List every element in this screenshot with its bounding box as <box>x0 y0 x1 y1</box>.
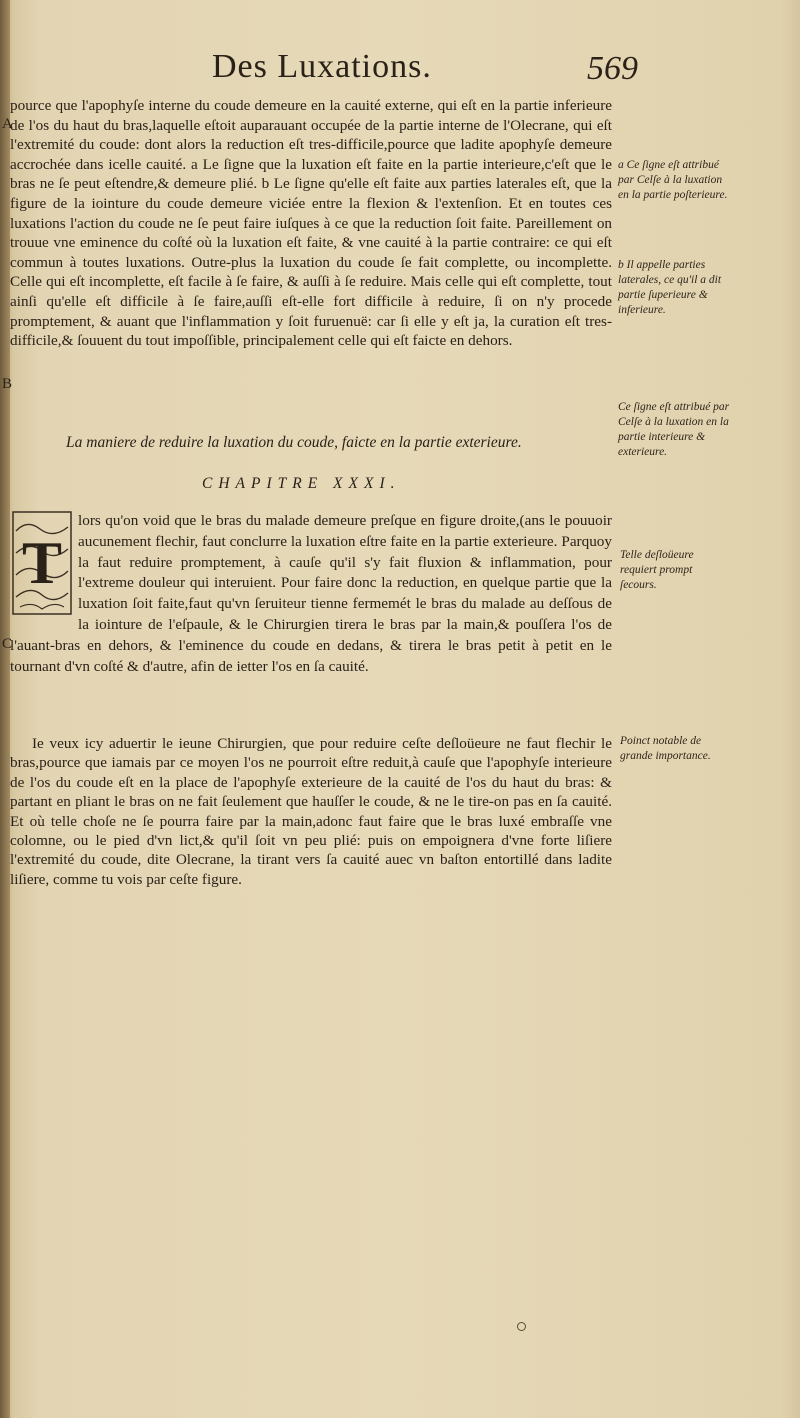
margin-note-b: b Il appelle parties laterales, ce qu'il a dit partie ſuperieure & inferieure. <box>618 259 722 316</box>
margin-note-c: Ce ſigne eſt attribué par Celſe à la luxation en la partie interieure & exterieure. <box>618 401 730 458</box>
decorated-initial <box>12 511 72 615</box>
margin-note-a: a Ce ſigne eſt attribué par Celſe à la luxation en la partie poſterieure. <box>618 159 728 201</box>
running-title: Des Luxations. <box>212 48 432 85</box>
chapter-heading: CHAPITRE XXXI. <box>202 475 401 492</box>
margin-note-e: Poinct notable de grande importance. <box>620 735 711 762</box>
side-mark-a: A <box>2 116 13 132</box>
paragraph-2-text: lors qu'on void que le bras du malade demeure preſque en figure droite,(ans le pouuoir aucunement flechir, faut conclurre la luxation eſtre faite en la partie exterieure. Parquoy la faut reduire promptement, à cauſe qu'il s'y fait fluxion & inflammation, pour l'extreme douleur qui interuient. Pour faire donc la reduction, en quelque partie que la luxation ſoit faite,faut qu'vn ſeruiteur tienne fermemét le bras du malade au deſſous de la iointure de l'eſpaule, & le Chirurgien tirera le bras par la main,& pouſſera l'os de l'auant-bras en dehors, & l'eminence du coude en dedans, & tirera le bras petit à petit en le tournant d'vn coſté & d'autre, afin de ietter l'os en ſa cauité. <box>10 512 612 675</box>
page-header <box>0 44 800 94</box>
page-number: 569 <box>587 50 638 87</box>
paragraph-1: pource que l'apophyſe interne du coude demeure en la cauité externe, qui eſt en la partie inferieure de l'os du haut du bras,laquelle eſtoit auparauant occupée de la partie interne de l'Olecrane, qui eſt l'extremité du coude: dont alors la reduction eſt tres-difficile,pource que ladite apophyſe demeure accrochée dans icelle cauité. a Le ſigne que la luxation eſt faite en la partie interieure,c'eſt que le bras ne ſe peut eſtendre,& demeure plié. b Le ſigne qu'elle eſt faite aux parties laterales eſt, que la figure de la iointure du coude demeure viciée entre la flexion & l'extenſion. Et en toutes ces luxations l'action du coude ne ſe peut faire iuſques à ce que la reduction ſoit faite. Pareillement on trouue vne eminence du coſté où la luxation eſt faite, & vne cauité à la partie contraire: ce qui eſt commun à toutes luxations. Outre-plus la luxation du coude ſe fait complette, ou incomplette. Celle qui eſt incomplette, eſt facile à ſe faire, & auſſi à ſe reduire. Mais celle qui eſt complette, tout ainſi qu'elle eſt difficile à ſe faire,auſſi eſt-elle fort difficile à reduire, ſi on n'y procede promptement, & auant que l'inflammation y ſoit furuenuë: car ſi elle y eſt ja, la curation eſt tres-difficile,& ſouuent du tout impoſſible, principalement celle qui eſt faicte en dehors. <box>10 97 612 350</box>
main-text-block <box>10 96 612 355</box>
side-mark-b: B <box>2 376 13 392</box>
page-binding-edge <box>0 0 13 1418</box>
paragraph-2 <box>10 511 612 677</box>
side-mark-c: C <box>2 636 13 652</box>
paragraph-3-block <box>10 734 612 889</box>
margin-note-d: Telle deſloüeure requiert prompt ſecours. <box>620 549 694 591</box>
initial-letter: T <box>21 529 63 596</box>
paragraph-3: Ie veux icy aduertir le ieune Chirurgien, que pour reduire ceſte deſloüeure ne faut flechir le bras,pource que iamais par ce moyen l'os ne pourroit eſtre reduit,à cauſe que l'apophyſe interieure de l'os du coude eſt en la place de l'apophyſe exterieure de la cauité de l'os du haut du bras: & partant en pliant le bras on ne fait ſeulement que hauſſer le coude, & ne le tire-on pas en ſa cauité. Et où telle choſe ne ſe pourra faire par la main,adonc faut faire que le bras luxé embraſſe vne colomne, ou le pied d'vn lict,& qu'il ſoit vn peu plié: puis on empoignera d'vne forte liſiere l'extremité du coude, dite Olecrane, la tirant vers ſa cauité auec vn baſton entortillé dans ladite liſiere, comme tu vois par ceſte figure. <box>10 735 612 888</box>
section-title: La maniere de reduire la luxation du coude, faicte en la partie exterieure. <box>66 434 522 451</box>
paper-spot-icon <box>517 1322 526 1331</box>
